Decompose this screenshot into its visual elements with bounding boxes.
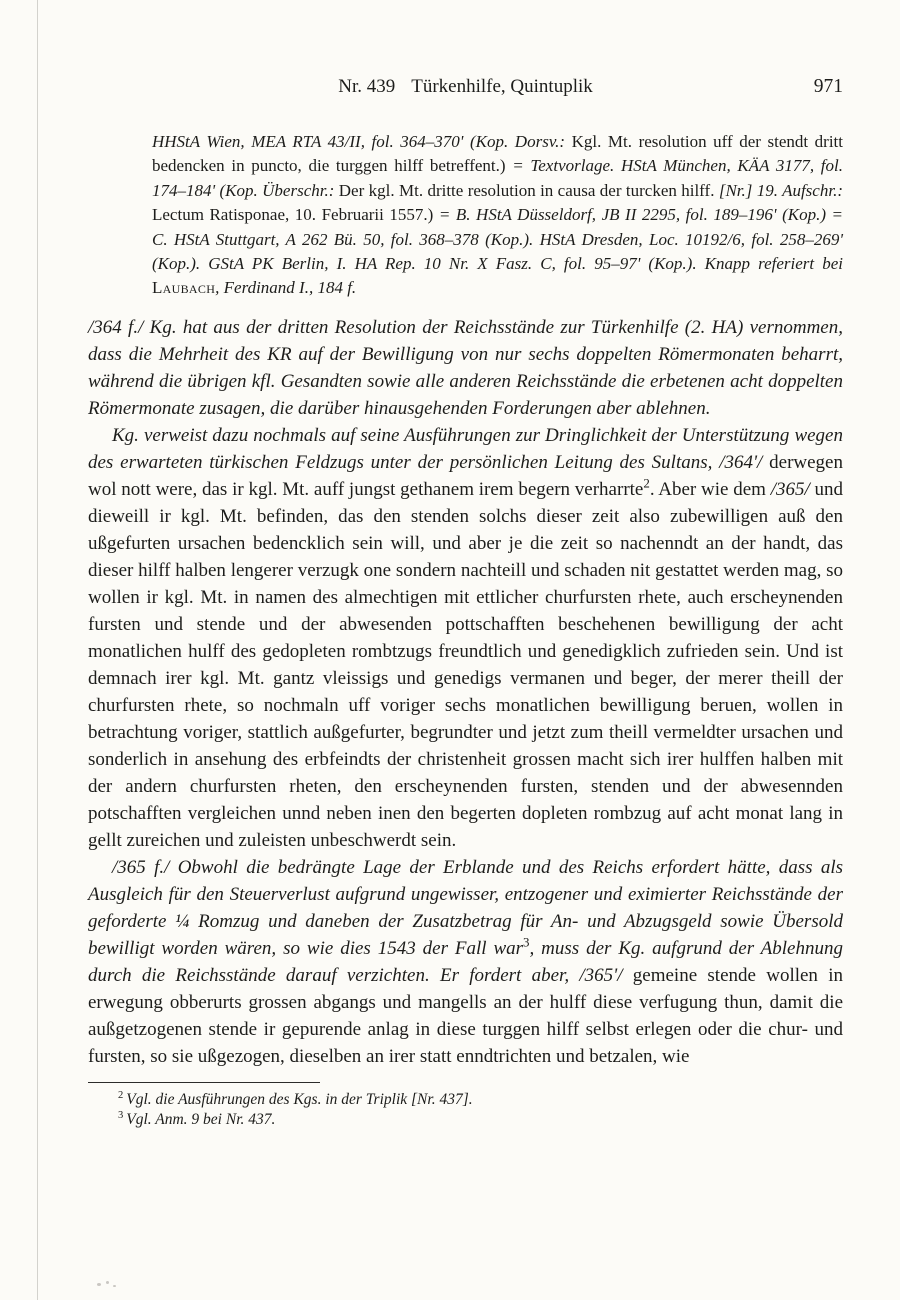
source-citation-block	[152, 130, 843, 301]
text-segment: /365 f./ Obwohl die bedrängte Lage der Erblande und des Reichs erfordert hätte, dass als Ausgleich für den Steuerverlust aufgrund ungewisser, entzogener und eximierter Reichsstände der geforderte ¼ Romzug und daneben der Zusatzbetrag für An- und Abzugsgeld sowie Übersold bewilligt worden wären, so wie dies 1543 der Fall war	[88, 856, 843, 959]
text-segment: /364 f./ Kg. hat aus der dritten Resolution der Reichsstände zur Türkenhilfe (2. HA) vernommen, dass die Mehrheit des KR auf der Bewilligung von nur sechs doppelten Römermonaten beharrt, während die übrigen kfl. Gesandten sowie alle anderen Reichsstände die erbetenen acht doppelten Römermonate zusagen, die darüber hinausgehenden Forderungen aber ablehnen.	[88, 316, 843, 419]
text-segment: HHStA Wien, MEA RTA 43/II, fol. 364–370' (Kop. Dorsv.:	[152, 132, 572, 151]
text-segment: Vgl. die Ausführungen des Kgs. in der Triplik [Nr. 437].	[126, 1090, 473, 1108]
footnotes-section	[88, 1082, 843, 1131]
document-number: Nr. 439	[338, 76, 396, 97]
paragraph	[88, 314, 843, 422]
text-segment: und dieweill ir kgl. Mt. befinden, das den stenden solchs dieser zeit also zubewilligen auß den ußgefurten ursachen bedencklich sein will, und aber je die zeit so nachenndt an der handt, das dieser hilff halben lengerer verzugk one sondern nachteill und schaden nit gestattet werden mag, so wollen ir kgl. Mt. in namen des almechtigen mit ettlicher churfursten rhete, auch erscheynenden fursten und stende und der abwesenden pottschafften beschehenen bewilligung der acht monatlichen hulff des gedopleten rombtzugs freundtlich und genedigklich zufrieden sein. Und ist demnach irer kgl. Mt. gantz vleissigs und genedigs vermanen und beger, der merer theill der churfursten rhete, so nochmaln uff voriger sechs monatlichen bewilligung beruen, wollen in betrachtung voriger, stattlich außgefurter, begrundter und jetzt zum theill vermeldter ursachen und sonderlich in ansehung des erbfeindts der christenheit grossen macht sich irer hulffen halben mit der andern churfursten rheten, den erscheynenden fursten, stenden und der abwesennden potschafften vergleichen unnd neben inen den begerten dopleten rombzug auf acht monat lang in gellt zureichen und zuleisten unbeschwerdt sein.	[88, 478, 844, 851]
text-segment: Kgl. Mt. resolution uff der stendt dritt bedencken in puncto, die turggen hilff betreffent.)	[152, 132, 844, 176]
footnote-marker: 2	[118, 1089, 124, 1101]
text-segment: . Aber wie dem	[649, 478, 771, 500]
text-segment: , muss der Kg. aufgrund der Ablehnung durch die Reichsstände darauf verzichten. Er fordert aber, /365'/	[88, 937, 843, 986]
footnote	[88, 1110, 843, 1131]
text-segment: Der kgl. Mt. dritte resolution in causa der turcken hilff.	[338, 180, 719, 200]
footnote-separator	[88, 1082, 320, 1083]
text-segment: [Nr.] 19. Aufschr.:	[718, 180, 843, 200]
text-segment: = Textvorlage. HStA München, KÄA 3177, fol. 174–184' (Kop. Überschr.:	[152, 156, 843, 200]
footnotes-list	[88, 1090, 843, 1131]
paragraph	[88, 854, 843, 1070]
text-segment: Lectum Ratisponae, 10. Februarii 1557.)	[152, 205, 439, 225]
running-header	[88, 76, 843, 103]
document-body	[88, 314, 843, 1070]
running-header-title	[88, 76, 843, 98]
scan-artifact	[97, 1280, 119, 1289]
text-segment: Vgl. Anm. 9 bei Nr. 437.	[126, 1111, 276, 1129]
text-segment: = B. HStA Düsseldorf, JB II 2295, fol. 189–196' (Kop.) = C. HStA Stuttgart, A 262 Bü. 50, fol. 368–378 (Kop.). HStA Dresden, Loc. 10192/6, fol. 258–269' (Kop.). GStA PK Berlin, I. HA Rep. 10 Nr. X Fasz. C, fol. 95–97' (Kop.). Knapp referiert bei	[152, 205, 844, 274]
footnote	[88, 1090, 843, 1111]
text-segment: Laubach	[152, 278, 216, 298]
text-segment: 2	[643, 475, 650, 491]
text-segment: /365/	[770, 478, 815, 500]
text-segment: Kg. verweist dazu nochmals auf seine Ausführungen zur Dringlichkeit der Unterstützung wegen des erwarteten türkischen Feldzugs unter der persönlichen Leitung des Sultans, /364'/	[88, 424, 843, 473]
document-topic: Türkenhilfe, Quintuplik	[411, 76, 593, 97]
text-segment: gemeine stende wollen in erwegung obberurts grossen abgangs und mangells an der hulff diese verfugung thun, damit die außgetzogenen stende ir gepurende anlag in diese turggen hilff selbst erlegen oder die chur- und fursten, so sie ußgezogen, dieselben an irer statt enndtrichten und betzalen, wie	[88, 964, 843, 1067]
text-segment: , Ferdinand I., 184 f.	[215, 278, 357, 298]
text-segment: 3	[523, 934, 530, 950]
footnote-marker: 3	[118, 1110, 124, 1122]
text-segment: derwegen wol nott were, das ir kgl. Mt. auff jungst gethanem irem begern verharrte	[88, 451, 843, 500]
paragraph	[88, 422, 843, 854]
page-number: 971	[813, 76, 843, 97]
